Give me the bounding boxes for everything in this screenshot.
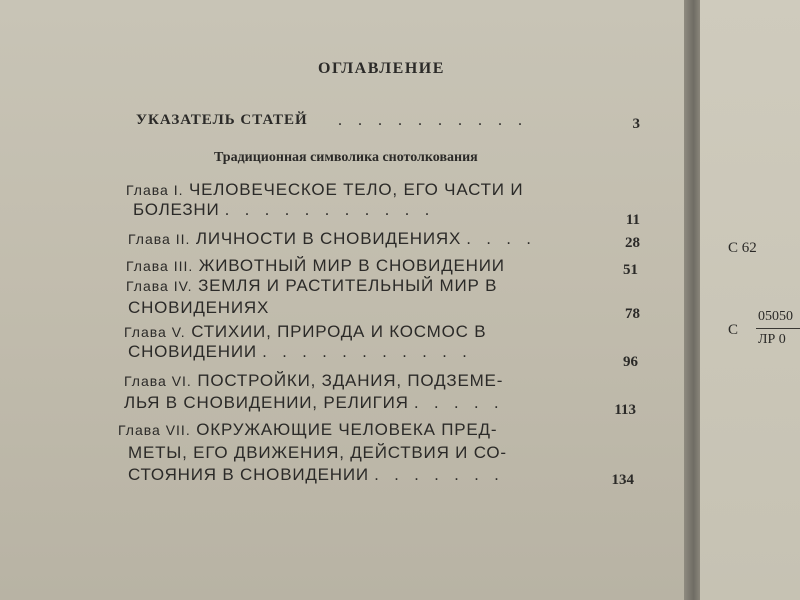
chapter-4-prefix: Глава IV. xyxy=(126,278,193,294)
chapter-5-line-1 xyxy=(124,322,486,342)
chapter-1-line-1 xyxy=(126,180,523,200)
right-page-code-2-prefix: С xyxy=(728,322,739,338)
chapter-5-dots: . . . . . . . . . . . xyxy=(262,344,473,361)
right-page-code-2-denominator: ЛР 0 xyxy=(758,332,786,347)
index-page-number: 3 xyxy=(632,116,640,132)
chapter-4-title-line-2: СНОВИДЕНИЯХ xyxy=(128,298,270,317)
chapter-1-title-line-2: БОЛЕЗНИ xyxy=(133,200,220,219)
chapter-2-prefix: Глава II. xyxy=(128,231,191,247)
chapter-7-dots: . . . . . . . xyxy=(374,467,505,484)
right-page-code-1: С 62 xyxy=(728,240,757,256)
chapter-1-dots: . . . . . . . . . . . xyxy=(225,202,436,219)
chapter-4-page: 78 xyxy=(625,306,640,322)
toc-title: ОГЛАВЛЕНИЕ xyxy=(318,60,445,77)
right-page-code-2-numerator: 05050 xyxy=(758,309,793,324)
chapter-4-line-2 xyxy=(128,298,269,318)
chapter-2-title-line-1: ЛИЧНОСТИ В СНОВИДЕНИЯХ xyxy=(195,229,462,248)
chapter-5-page: 96 xyxy=(623,354,638,370)
chapter-1-prefix: Глава I. xyxy=(126,182,184,198)
fraction-line xyxy=(756,328,800,329)
chapter-7-title-line-1: ОКРУЖАЮЩИЕ ЧЕЛОВЕКА ПРЕД- xyxy=(196,420,498,439)
chapter-5-title-line-2: СНОВИДЕНИИ xyxy=(128,342,257,361)
chapter-5-prefix: Глава V. xyxy=(124,324,186,340)
chapter-6-prefix: Глава VI. xyxy=(124,373,192,389)
chapter-1-title-line-1: ЧЕЛОВЕЧЕСКОЕ ТЕЛО, ЕГО ЧАСТИ И xyxy=(189,180,524,199)
chapter-3-page: 51 xyxy=(623,262,638,278)
chapter-6-line-2 xyxy=(124,393,504,413)
chapter-3-line-1 xyxy=(126,256,505,276)
chapter-7-title-line-2: МЕТЫ, ЕГО ДВИЖЕНИЯ, ДЕЙСТВИЯ И СО- xyxy=(128,443,507,462)
chapter-7-title-line-3: СТОЯНИЯ В СНОВИДЕНИИ xyxy=(128,465,369,484)
right-page xyxy=(700,0,800,600)
chapter-6-title-line-1: ПОСТРОЙКИ, ЗДАНИЯ, ПОДЗЕМЕ- xyxy=(197,371,504,390)
chapter-3-title-line-1: ЖИВОТНЫЙ МИР В СНОВИДЕНИИ xyxy=(198,256,505,275)
chapter-6-dots: . . . . . xyxy=(414,395,505,412)
chapter-7-line-1 xyxy=(118,420,497,440)
chapter-5-title-line-1: СТИХИИ, ПРИРОДА И КОСМОС В xyxy=(191,322,487,341)
chapter-1-line-2 xyxy=(133,200,435,220)
chapter-7-page: 134 xyxy=(611,472,634,488)
chapter-2-dots: . . . . xyxy=(466,231,537,248)
chapter-7-line-2 xyxy=(128,443,507,463)
chapter-5-line-2 xyxy=(128,342,472,362)
chapter-7-line-3 xyxy=(128,465,504,485)
index-label: УКАЗАТЕЛЬ СТАТЕЙ xyxy=(136,112,308,128)
chapter-7-prefix: Глава VII. xyxy=(118,422,191,438)
chapter-6-page: 113 xyxy=(614,402,636,418)
section-title: Традиционная символика снотолкования xyxy=(214,150,478,165)
chapter-4-title-line-1: ЗЕМЛЯ И РАСТИТЕЛЬНЫЙ МИР В xyxy=(198,276,498,295)
chapter-3-prefix: Глава III. xyxy=(126,258,194,274)
index-dots: . . . . . . . . . . xyxy=(338,112,528,129)
chapter-4-line-1 xyxy=(126,276,497,296)
chapter-6-line-1 xyxy=(124,371,503,391)
chapter-6-title-line-2: ЛЬЯ В СНОВИДЕНИИ, РЕЛИГИЯ xyxy=(124,393,409,412)
chapter-1-page: 11 xyxy=(625,212,640,228)
book-gutter xyxy=(684,0,700,600)
chapter-2-page: 28 xyxy=(625,235,640,251)
chapter-2-line-1 xyxy=(128,229,537,249)
